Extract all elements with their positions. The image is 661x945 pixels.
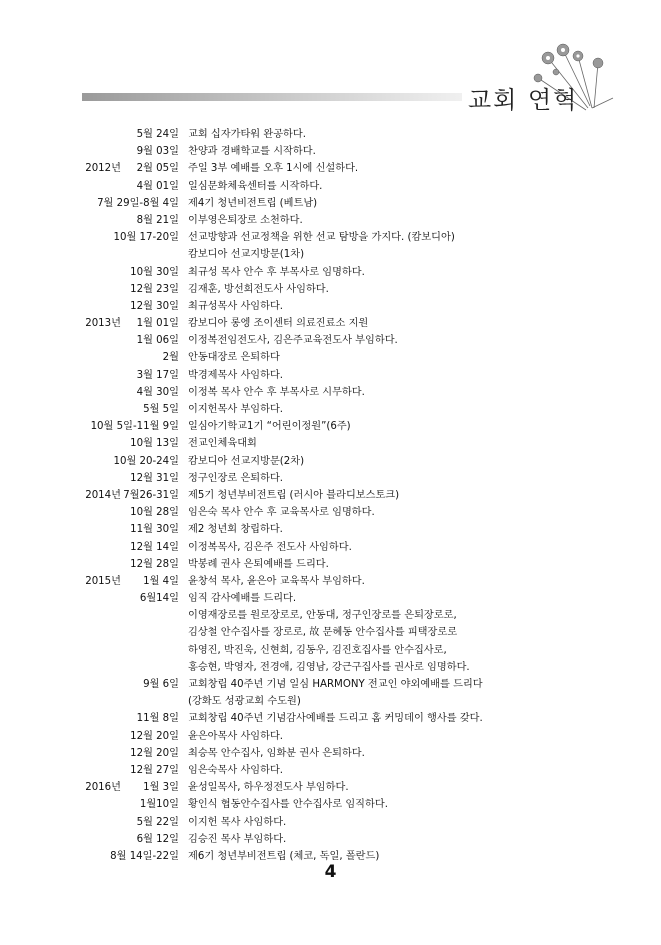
history-row (0, 728, 661, 745)
history-date: 8월 21일 (136, 214, 179, 226)
history-date: 10월 13일 (130, 438, 179, 450)
history-row (0, 315, 661, 332)
history-row (0, 435, 661, 452)
history-date: 12월 14일 (130, 541, 179, 553)
history-text: 임직 감사예배를 드리다. (188, 593, 297, 605)
history-date: 10월 28일 (130, 507, 179, 519)
history-row (0, 573, 661, 590)
history-row (0, 831, 661, 848)
history-text: 이지헌 목사 사임하다. (188, 816, 287, 828)
history-row (0, 745, 661, 762)
history-row (0, 195, 661, 212)
history-text: 제6기 청년부비전트립 (체코, 독일, 폴란드) (188, 850, 380, 862)
history-row (0, 539, 661, 556)
history-date: 12월 27일 (130, 764, 179, 776)
history-text: 윤은아목사 사임하다. (188, 730, 284, 742)
history-row (0, 779, 661, 796)
history-text: 이부영은퇴장로 소천하다. (188, 214, 303, 226)
history-row (0, 212, 661, 229)
history-text: 박봉례 권사 은퇴예배를 드리다. (188, 558, 329, 570)
history-row (0, 814, 661, 831)
history-text: 교회창립 40주년 기념 일심 HARMONY 전교인 야외예배를 드리다 (188, 679, 483, 690)
history-date: 7월 29일-8월 4일 (97, 197, 179, 209)
history-date: 5월 24일 (136, 129, 179, 140)
history-text: 제2 청년회 창립하다. (188, 524, 283, 536)
history-date: 12월 20일 (130, 747, 179, 759)
history-text: 최승목 안수집사, 임화분 권사 은퇴하다. (188, 747, 365, 759)
history-row (0, 624, 661, 641)
history-year: 2012년 (85, 163, 121, 175)
history-text: 김재훈, 방선희전도사 사임하다. (188, 283, 329, 295)
history-row (0, 642, 661, 659)
history-text: 교회 십자가타워 완공하다. (188, 129, 306, 140)
history-date: 10월 30일 (130, 266, 179, 278)
history-text: 최규성목사 사임하다. (188, 300, 284, 312)
history-text: 이정복 목사 안수 후 부목사로 시무하다. (188, 386, 365, 398)
history-text: 일심아기학교1기 “어린이정원”(6주) (188, 421, 351, 433)
history-text: 전교인체육대회 (188, 438, 257, 450)
history-date: 6월 12일 (136, 833, 179, 845)
history-row (0, 349, 661, 366)
history-text: 이정복전임전도사, 김은주교육전도사 부임하다. (188, 335, 398, 347)
history-row (0, 367, 661, 384)
history-date: 12월 23일 (130, 283, 179, 295)
history-text: 황인식 협동안수집사를 안수집사로 임직하다. (188, 799, 388, 811)
history-date: 10월 20-24일 (113, 455, 179, 467)
history-date: 1월 3일 (143, 782, 179, 794)
history-row (0, 487, 661, 504)
history-date: 12월 20일 (130, 730, 179, 742)
history-date: 6월14일 (139, 593, 179, 605)
history-text: 김승진 목사 부임하다. (188, 833, 287, 845)
history-row (0, 693, 661, 710)
history-date: 10월 17-20일 (113, 232, 179, 244)
history-row (0, 607, 661, 624)
history-row (0, 332, 661, 349)
history-date: 12월 28일 (130, 558, 179, 570)
history-date: 12월 31일 (130, 472, 179, 484)
history-year: 2014년 (85, 489, 121, 501)
history-text: 김상철 안수집사를 장로로, 故 문혜동 안수집사를 피택장로로 (188, 627, 458, 639)
history-row (0, 229, 661, 246)
history-list (0, 126, 661, 865)
history-date: 4월 01일 (136, 180, 179, 192)
history-date: 9월 6일 (143, 679, 179, 690)
history-row (0, 470, 661, 487)
history-date: 2월 (162, 352, 179, 364)
history-date: 7월26-31일 (123, 489, 179, 501)
history-date: 5월 22일 (136, 816, 179, 828)
history-date: 8월 14일-22일 (110, 850, 179, 862)
history-row (0, 401, 661, 418)
history-text: 일심문화체육센터를 시작하다. (188, 180, 323, 192)
history-text: 하영진, 박진욱, 신현희, 김동우, 김진호집사를 안수집사로, (188, 644, 447, 656)
history-text: 캄보디아 롱엥 조이센터 의료진료소 지원 (188, 318, 369, 330)
history-row (0, 521, 661, 538)
history-date: 1월 06일 (136, 335, 179, 347)
history-year: 2016년 (85, 782, 121, 794)
history-date: 5월 5일 (143, 404, 179, 415)
history-date: 1월 4일 (143, 575, 179, 587)
history-date: 2월 05일 (136, 163, 179, 175)
history-row (0, 762, 661, 779)
history-text: 홍승현, 박영자, 전경애, 김영남, 강근구집사를 권사로 임명하다. (188, 661, 470, 673)
history-text: 교회창립 40주년 기념감사예배를 드리고 홈 커밍데이 행사를 갖다. (188, 713, 483, 725)
history-row (0, 264, 661, 281)
history-text: 제4기 청년비전트립 (베트남) (188, 197, 318, 209)
history-text: 찬양과 경배학교를 시작하다. (188, 146, 316, 158)
history-row (0, 160, 661, 177)
history-row (0, 710, 661, 727)
history-text: 윤성일목사, 하우정전도사 부임하다. (188, 782, 349, 794)
history-row (0, 659, 661, 676)
history-row (0, 453, 661, 470)
history-row (0, 556, 661, 573)
history-text: 이정복목사, 김은주 전도사 사임하다. (188, 541, 352, 553)
history-text: 임은숙 목사 안수 후 교육목사로 임명하다. (188, 507, 375, 519)
page-title: 교회 연혁 (468, 86, 579, 114)
history-text: 윤창석 목사, 윤은아 교육목사 부임하다. (188, 575, 365, 587)
history-row (0, 504, 661, 521)
history-text: 캄보디아 선교지방문(2차) (188, 455, 305, 467)
header-rule (82, 93, 462, 101)
history-text: 박경제목사 사임하다. (188, 369, 284, 381)
history-date: 11월 8일 (136, 713, 179, 725)
history-text: 안동대장로 은퇴하다 (188, 352, 280, 364)
history-row (0, 143, 661, 160)
page-number: 4 (324, 862, 337, 882)
history-text: 주일 3부 예배를 오후 1시에 신설하다. (188, 163, 359, 175)
history-row (0, 281, 661, 298)
history-text: 이지헌목사 부임하다. (188, 404, 284, 415)
history-text: 임은숙목사 사임하다. (188, 764, 284, 776)
history-year: 2013년 (85, 318, 121, 330)
history-text: 선교방향과 선교정책을 위한 선교 탐방을 가지다. (캄보디아) (188, 232, 455, 244)
history-row (0, 796, 661, 813)
history-date: 10월 5일-11월 9일 (90, 421, 179, 433)
history-row (0, 418, 661, 435)
history-row (0, 590, 661, 607)
history-text: 정구인장로 은퇴하다. (188, 472, 284, 484)
history-date: 3월 17일 (136, 369, 179, 381)
history-text: (강화도 성광교회 수도원) (188, 696, 301, 708)
history-date: 12월 30일 (130, 300, 179, 312)
history-row (0, 298, 661, 315)
history-date: 4월 30일 (136, 386, 179, 398)
history-date: 1월 01일 (136, 318, 179, 330)
history-text: 제5기 청년부비전트립 (러시아 블라디보스토크) (188, 489, 400, 501)
history-text: 최규성 목사 안수 후 부목사로 임명하다. (188, 266, 365, 278)
history-row (0, 246, 661, 263)
history-row (0, 178, 661, 195)
history-date: 9월 03일 (136, 146, 179, 158)
history-year: 2015년 (85, 575, 121, 587)
history-row (0, 126, 661, 143)
history-row (0, 384, 661, 401)
history-row (0, 676, 661, 693)
history-text: 이영재장로를 원로장로로, 안동대, 정구인장로를 은퇴장로로, (188, 610, 457, 622)
history-text: 캄보디아 선교지방문(1차) (188, 249, 305, 261)
history-date: 1월10일 (139, 799, 179, 811)
history-date: 11월 30일 (130, 524, 179, 536)
